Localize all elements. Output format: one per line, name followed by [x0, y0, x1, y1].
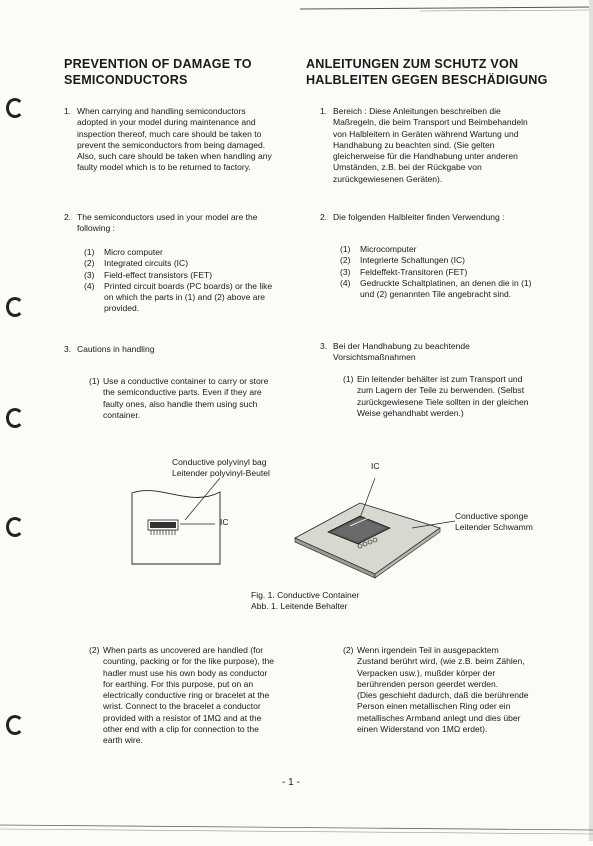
- left-section-3: 3. Cautions in handling: [64, 344, 155, 354]
- left-caution-1: (1) Use a conductive container to carry or store the semiconductive parts. Even if they are faulty ones, also handle them using such container.: [89, 376, 269, 420]
- binder-hole: [6, 715, 24, 735]
- right-caution-2: (2) Wenn irgendein Teil in ausgepacktem Zustand berührt wird, (wie z.B. beim Zählen, Verpacken usw.), mußder körper der berührenden person geerdet werden. (Dies geschieht dadurch, daß die berührende Person einen metallischen Ring oder ein metallisches Armband anlegt und dies über einen Widerstand von 1MΩ erdet).: [343, 645, 529, 735]
- scan-edge-top: [0, 0, 593, 8]
- binder-hole: [6, 297, 24, 317]
- ic-label-bag: IC: [220, 517, 229, 527]
- conductive-container-figure: [120, 478, 480, 593]
- left-semiconductor-list: (1) Micro computer (2) Integrated circuits (IC) (3) Field-effect transistors (FET) (4) Printed circuit boards (PC boards) or the like on which the parts in (1) and (2) above are provided.: [84, 247, 314, 315]
- right-caution-1: (1) Ein leitender behälter ist zum Transport und zum Lagern der Teile zu berwenden. (Selbst zurückgewiesene Tiele sollten in der gleichen Weise gehandhabt werden.): [343, 374, 529, 418]
- right-section-1: 1. Bereich : Diese Anleitungen beschreiben die Maßregeln, die beim Transport und Beimbehandeln von Halbleitern in Geräten während Wartung und Handhabung zu beachten sind. (Sie gelten gleicherweise für die Handhabung unter anderen Umständen, z.B. bei der Rückgabe von zurückgewiesenen Geräten).: [320, 106, 528, 184]
- binder-hole: [6, 98, 24, 118]
- binder-hole: [6, 408, 24, 428]
- left-caution-2: (2) When parts as uncovered are handled (for counting, packing or for the like purpose), the hadler must use his own body as conductor for earthing. For this purpose, put on an electrically conductive ring or bracelet at the wrist. Connect to the bracelet a conductor provided with a resistor of 1MΩ and at the other end with a clip for connection to the earth wire.: [89, 645, 275, 746]
- list-item: (4) Gedruckte Schaltplatinen, an denen die in (1): [340, 277, 532, 288]
- sponge-label: Conductive sponge Leitender Schwamm: [455, 511, 533, 532]
- page-number: - 1 -: [282, 777, 300, 788]
- ic-label-sponge: IC: [371, 461, 380, 471]
- figure-caption: Fig. 1. Conductive Container Abb. 1. Leitende Behalter: [251, 590, 360, 611]
- title-german: ANLEITUNGEN ZUM SCHUTZ VON HALBLEITEN GEGEN BESCHÄDIGUNG: [306, 57, 548, 87]
- list-item: (3) Feldeffekt-Transitoren (FET): [340, 266, 468, 277]
- title-english: PREVENTION OF DAMAGE TO SEMICONDUCTORS: [64, 57, 252, 87]
- list-item: (1) Micro computer: [84, 247, 163, 257]
- right-section-2: 2. Die folgenden Halbleiter finden Verwendung :: [320, 212, 505, 222]
- list-item: (4) Printed circuit boards (PC boards) or the like: [84, 280, 273, 291]
- scan-edge-right: [589, 0, 593, 841]
- left-section-1: 1. When carrying and handling semiconductors adopted in your model during maintenance and inspection thereof, much care should be taken to prevent the semiconductors from being damaged. Also, such care should be taken when handling any faulty model which is to be returned to factory.: [64, 106, 272, 173]
- list-item: (3) Field-effect transistors (FET): [84, 269, 213, 280]
- list-item: (2) Integrated circuits (IC): [84, 258, 189, 269]
- bag-label: Conductive polyvinyl bag Leitender polyvinyl-Beutel: [172, 457, 270, 478]
- scan-edge-bottom: [0, 815, 593, 841]
- left-section-2: 2. The semiconductors used in your model are the following :: [64, 212, 258, 234]
- right-semiconductor-list: (1) Microcomputer (2) Integrierte Schaltungen (IC) (3) Feldeffekt-Transitoren (FET) (4) Gedruckte Schaltplatinen, an denen die in (1) und (2) genannten Tile angebracht sind.: [340, 244, 580, 300]
- right-section-3: 3. Bei der Handhabung zu beachtende Vorsichtsmaßnahmen: [320, 341, 470, 363]
- binder-hole: [6, 517, 24, 537]
- list-item: (2) Integrierte Schaltungen (IC): [340, 255, 465, 266]
- list-item: (1) Microcomputer: [340, 244, 417, 254]
